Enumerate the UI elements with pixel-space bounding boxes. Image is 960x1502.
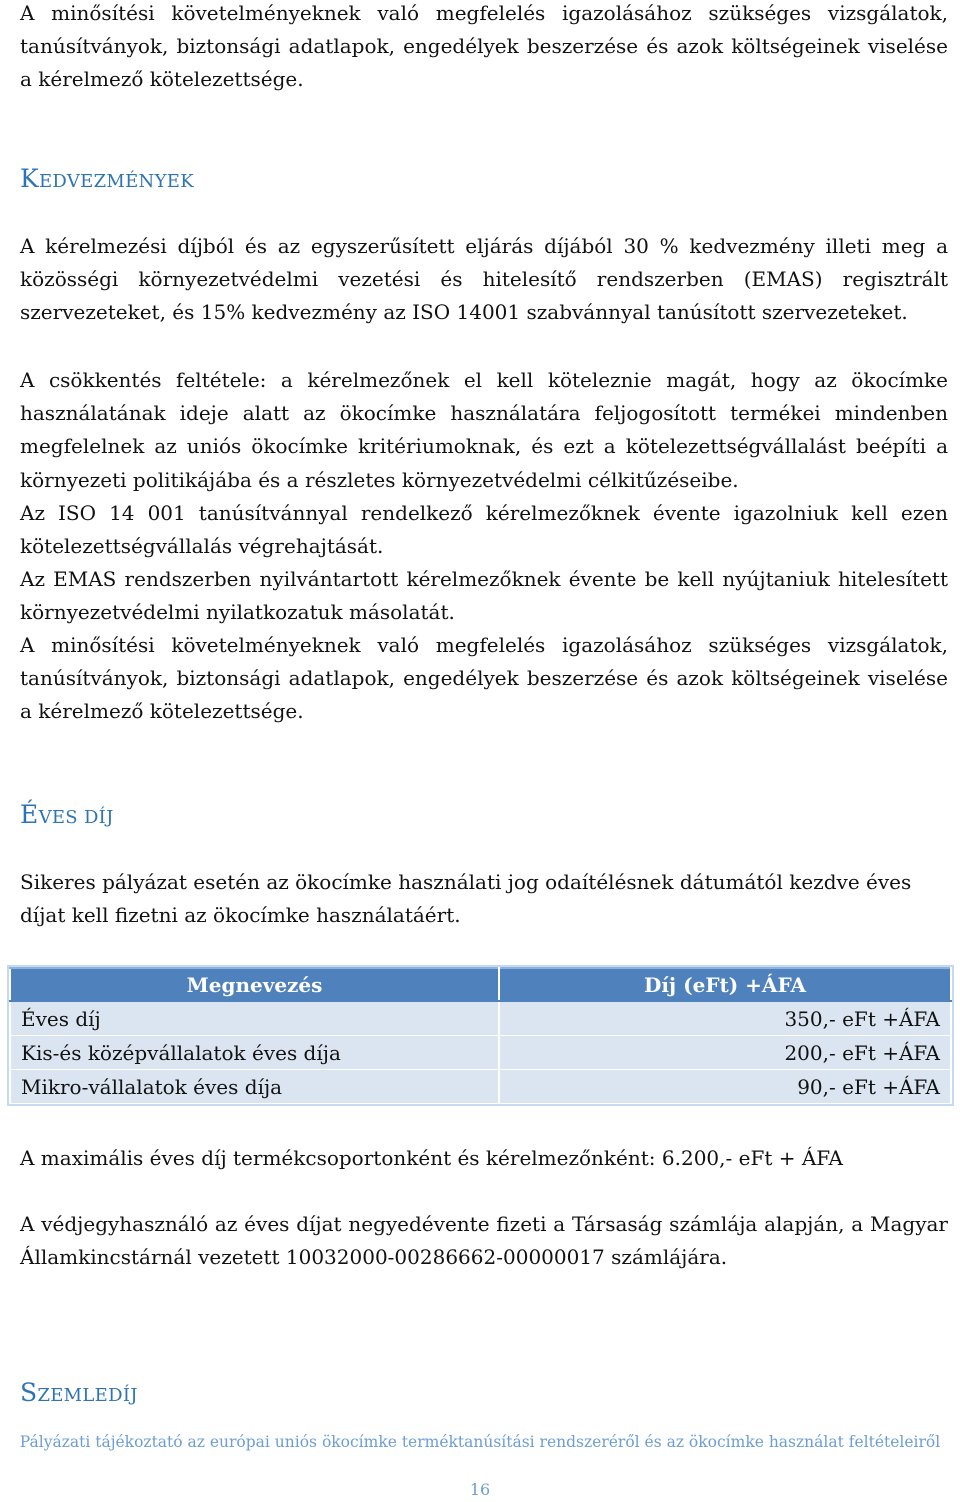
kedvezmeny-paragraph-2: A csökkentés feltétele: a kérelmezőnek el kell köteleznie magát, hogy az ökocímke használatának ideje alatt az ökocímke használatára feljogosított termékei mindenben megfelelnek az uniós ökocímke kritériumoknak, és ezt a kötelezettségvállalást beépíti a környezeti politikájába és a részletes környezetvédelmi célkitűzéseibe. — [20, 368, 948, 492]
fee-value-cell: 350,- eFt +ÁFA — [499, 1001, 951, 1036]
heading-rest: ZEMLEDÍJ — [37, 1385, 138, 1406]
section-heading-kedvezmenyek — [20, 164, 194, 193]
heading-initial: S — [20, 1378, 38, 1407]
fee-table-header-fee: Díj (eFt) +ÁFA — [499, 968, 951, 1001]
fee-name-cell: Mikro-vállalatok éves díja — [10, 1070, 499, 1104]
section-heading-eves-dij — [20, 800, 114, 829]
fee-table-header-row — [10, 968, 951, 1001]
kedvezmeny-paragraph-4: Az EMAS rendszerben nyilvántartott kérelmezőknek évente be kell nyújtaniuk hitelesített környezetvédelmi nyilatkozatuk másolatát. — [20, 567, 948, 625]
heading-rest: EDVEZMÉNYEK — [38, 171, 194, 192]
page-footer: Pályázati tájékoztató az európai uniós ökocímke terméktanúsítási rendszeréről és az ökocímke használat feltételeiről — [19, 1433, 941, 1451]
fee-table — [9, 967, 952, 1104]
kedvezmeny-paragraph-1: A kérelmezési díjból és az egyszerűsített eljárás díjából 30 % kedvezmény illeti meg a közösségi környezetvédelmi vezetési és hitelesítő rendszerben (EMAS) regisztrált szervezeteket, és 15% kedvezmény az ISO 14001 szabvánnyal tanúsított szervezeteket. — [20, 234, 948, 325]
table-row — [10, 1001, 951, 1036]
max-fee-paragraph: A maximális éves díj termékcsoportonként és kérelmezőnként: 6.200,- eFt + ÁFA — [20, 1146, 843, 1170]
payment-paragraph: A védjegyhasználó az éves díjat negyedévente fizeti a Társaság számlája alapján, a Magyar Államkincstárnál vezetett 10032000-00286662-00000017 számlájára. — [20, 1212, 948, 1270]
fee-name-cell: Kis-és középvállalatok éves díja — [10, 1036, 499, 1070]
section-heading-szemledij — [20, 1378, 138, 1407]
table-row — [10, 1070, 951, 1104]
fee-value-cell: 90,- eFt +ÁFA — [499, 1070, 951, 1104]
eves-dij-intro: Sikeres pályázat esetén az ökocímke használati jog odaítélésnek dátumától kezdve éves díjat kell fizetni az ökocímke használatáért. — [20, 870, 912, 928]
table-row — [10, 1036, 951, 1070]
kedvezmeny-paragraph-5: A minősítési követelményeknek való megfelelés igazolásához szükséges vizsgálatok, tanúsítványok, biztonsági adatlapok, engedélyek beszerzése és azok költségeinek viselése a kérelmező kötelezettsége. — [20, 633, 948, 724]
page-number: 16 — [469, 1480, 491, 1499]
fee-table-header-name: Megnevezés — [10, 968, 499, 1001]
fee-name-cell: Éves díj — [10, 1001, 499, 1036]
kedvezmeny-paragraph-3: Az ISO 14 001 tanúsítvánnyal rendelkező kérelmezőknek évente igazolniuk kell ezen kötelezettségvállalás végrehajtását. — [20, 501, 948, 559]
top-paragraph: A minősítési követelményeknek való megfelelés igazolásához szükséges vizsgálatok, tanúsítványok, biztonsági adatlapok, engedélyek beszerzése és azok költségeinek viselése a kérelmező kötelezettsége. — [20, 1, 948, 92]
heading-rest: VES DÍJ — [38, 807, 114, 828]
heading-initial: K — [20, 164, 39, 193]
fee-value-cell: 200,- eFt +ÁFA — [499, 1036, 951, 1070]
heading-initial: É — [20, 800, 39, 829]
